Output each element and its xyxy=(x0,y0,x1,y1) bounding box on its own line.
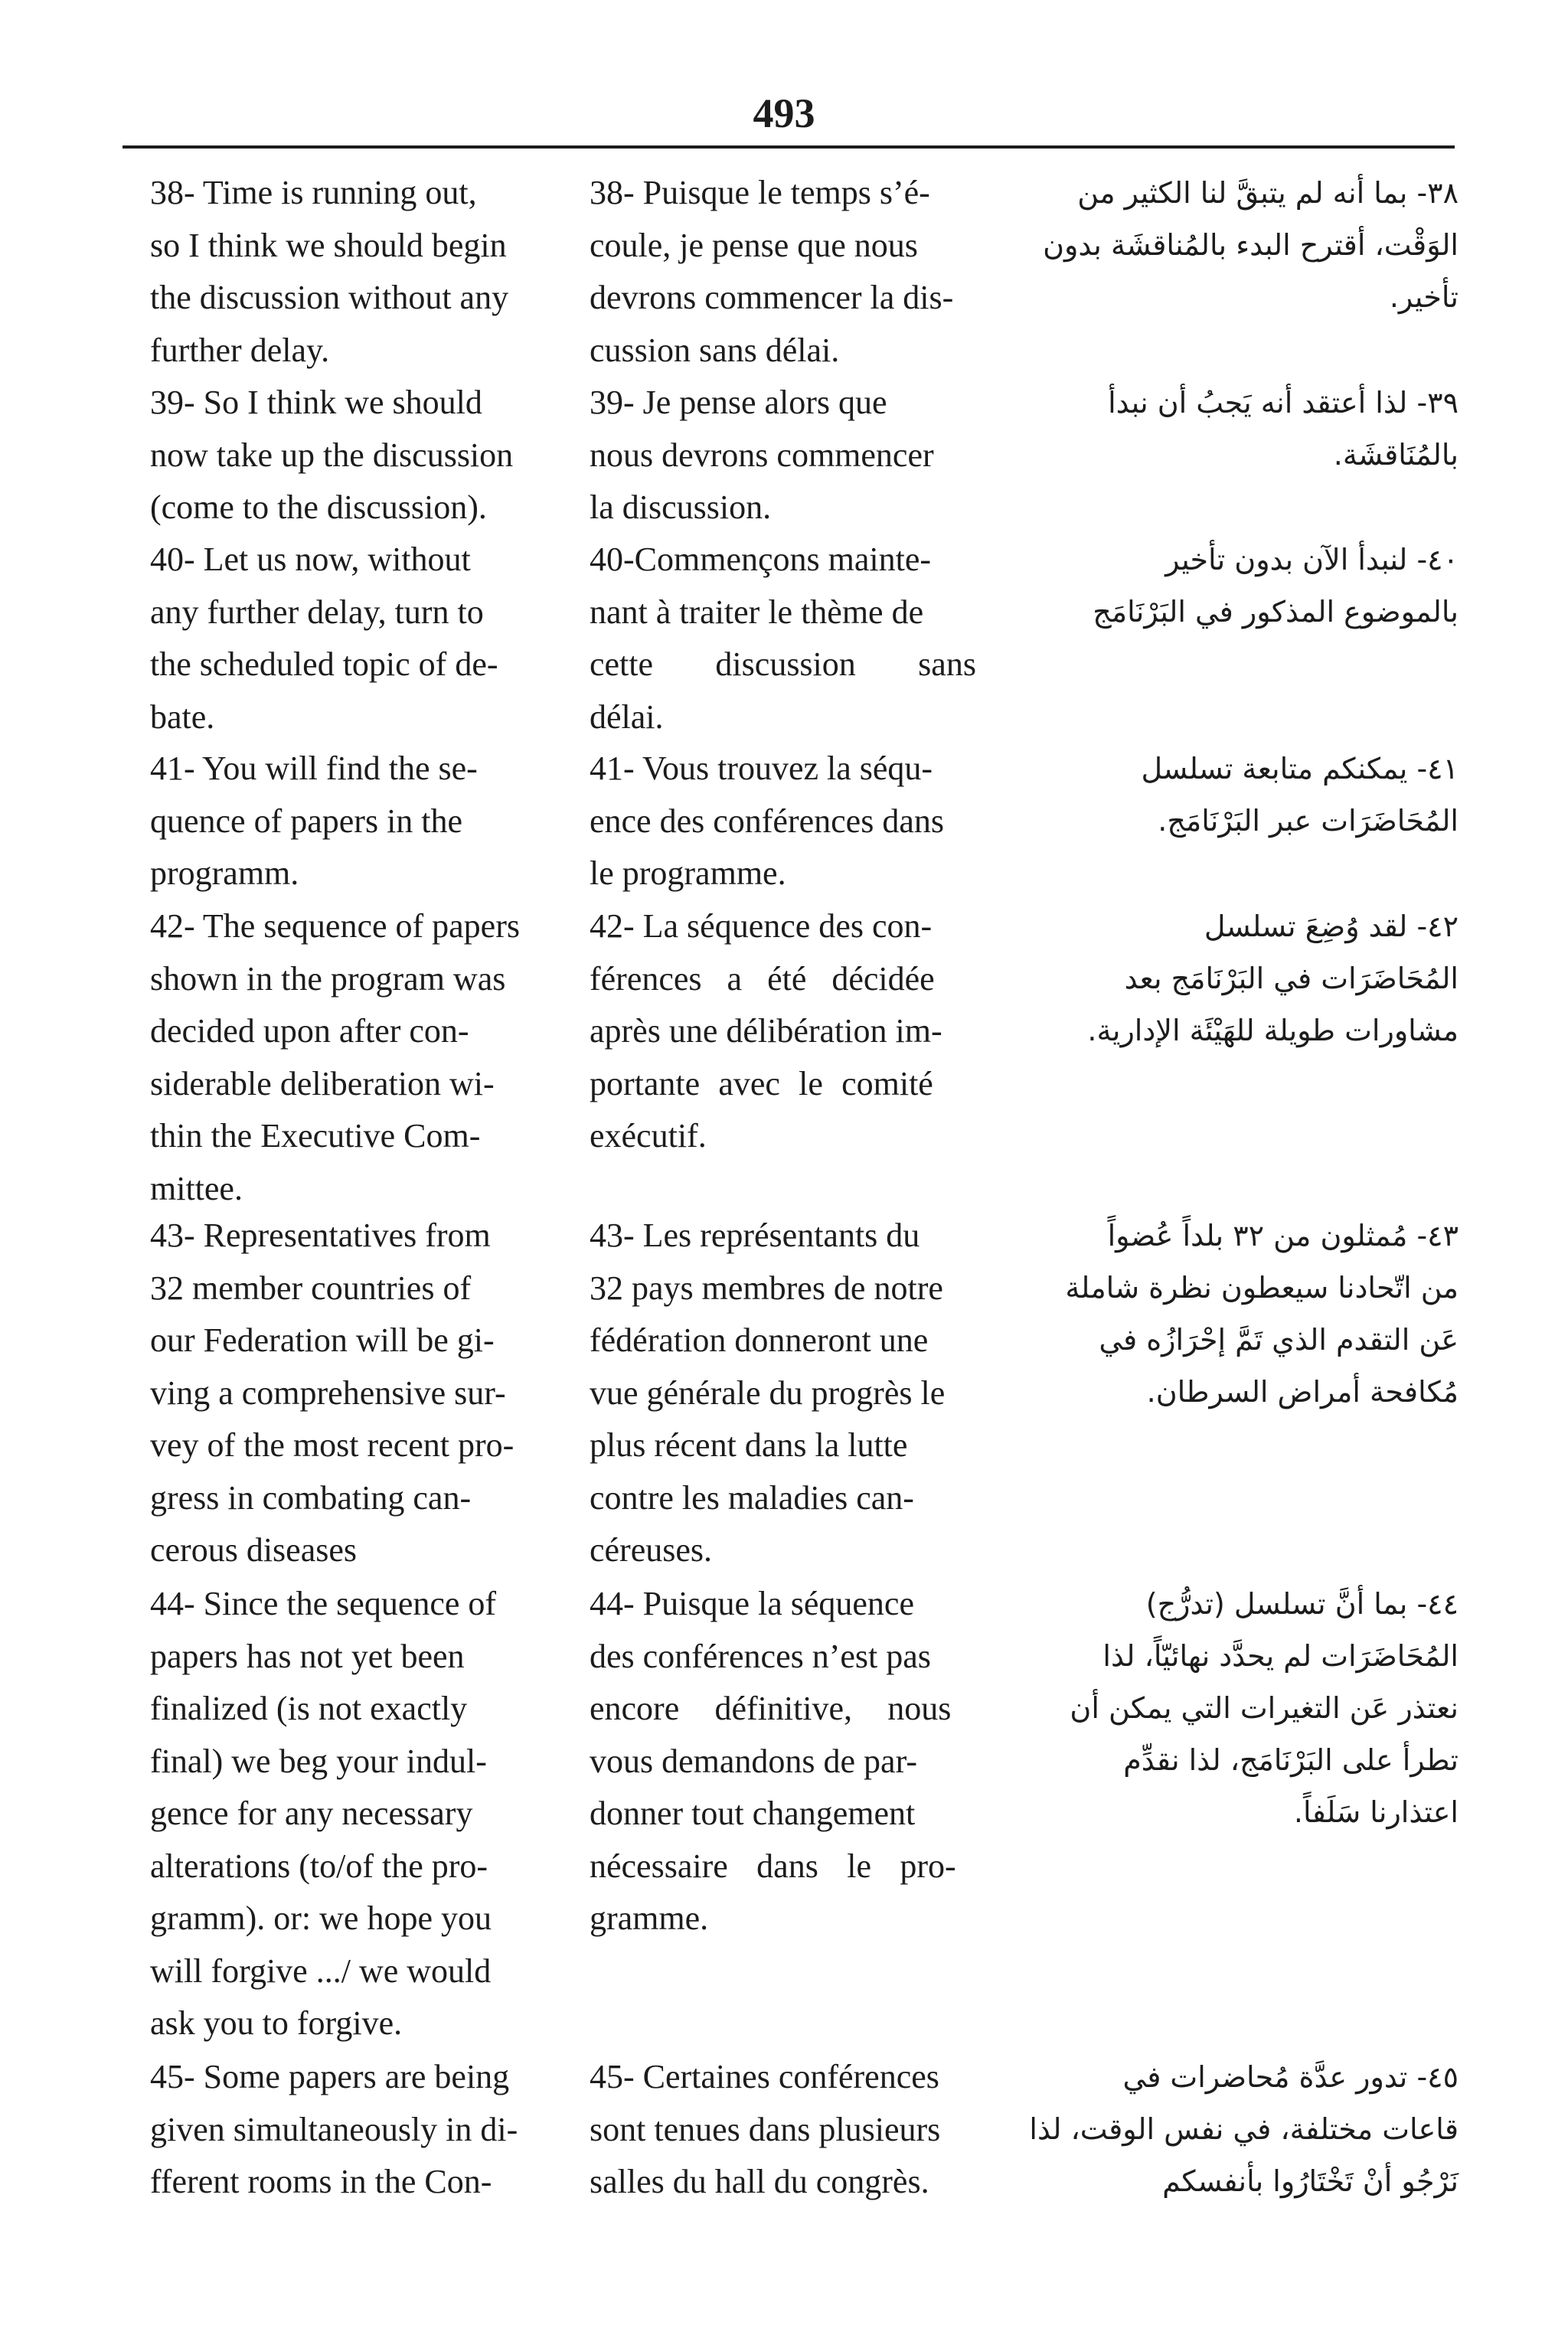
text-line: cette discussion sans xyxy=(590,645,976,683)
text-line: 45- Some papers are being xyxy=(150,2058,510,2095)
english-text xyxy=(150,900,567,1215)
text-line: 41- Vous trouvez la séqu- xyxy=(590,750,933,787)
arabic-text xyxy=(1030,2051,1459,2207)
arabic-text xyxy=(1030,534,1459,638)
text-line: thin the Executive Com- xyxy=(150,1117,481,1155)
english-text xyxy=(150,1210,567,1577)
text-line: nécessaire dans le pro- xyxy=(590,1847,956,1885)
arabic-text xyxy=(1030,1210,1459,1418)
text-line: 43- Representatives from xyxy=(150,1217,491,1254)
english-text xyxy=(150,534,567,743)
arabic-text xyxy=(1030,900,1459,1057)
text-line: نعتذر عَن التغيرات التي يمكن أن xyxy=(1070,1691,1459,1725)
text-line: sont tenues dans plusieurs xyxy=(590,2110,941,2148)
french-text xyxy=(590,2051,1007,2209)
text-line: ence des conférences dans xyxy=(590,802,944,840)
page-number: 493 xyxy=(753,90,815,136)
text-line: gramm). or: we hope you xyxy=(150,1899,492,1937)
text-line: programm. xyxy=(150,854,299,892)
text-line: nant à traiter le thème de xyxy=(590,593,924,631)
text-line: 39- Je pense alors que xyxy=(590,384,887,421)
text-line: المُحَاضَرَات في البَرْنَامَج بعد xyxy=(1124,962,1459,995)
text-line: fferent rooms in the Con- xyxy=(150,2163,492,2200)
text-line: ٣٨- بما أنه لم يتبقَّ لنا الكثير من xyxy=(1077,176,1459,210)
text-line: vue générale du progrès le xyxy=(590,1373,946,1412)
header-rule xyxy=(122,145,1455,149)
text-line: délai. xyxy=(590,697,664,736)
text-line: salles du hall du congrès. xyxy=(590,2163,929,2200)
text-line: ٤٢- لقد وُضِعَ تسلسل xyxy=(1204,910,1459,943)
text-line: المُحَاضَرَات عبر البَرْنَامَج. xyxy=(1158,804,1459,838)
english-text xyxy=(150,2051,567,2209)
text-line: تطرأ على البَرْنَامَج، لذا نقدِّم xyxy=(1123,1743,1459,1777)
text-line: 39- So I think we should xyxy=(150,384,482,421)
text-line: ving a comprehensive sur- xyxy=(150,1373,506,1412)
text-line: ٤٥- تدور عدَّة مُحاضرات في xyxy=(1122,2060,1459,2094)
french-text xyxy=(590,534,1007,743)
text-line: final) we beg your indul- xyxy=(150,1742,487,1780)
text-line: اعتذارنا سَلَفاً. xyxy=(1293,1795,1459,1829)
text-line: عَن التقدم الذي تَمَّ إحْرَازُه في xyxy=(1099,1323,1459,1357)
text-line: vey of the most recent pro- xyxy=(150,1426,514,1464)
text-line: our Federation will be gi- xyxy=(150,1321,495,1359)
text-line: des conférences n’est pas xyxy=(590,1637,931,1675)
text-line: 40- Let us now, without xyxy=(150,541,471,578)
text-line: encore définitive, nous xyxy=(590,1690,952,1727)
text-line: ٤١- يمكنكم متابعة تسلسل xyxy=(1141,752,1459,785)
text-line: céreuses. xyxy=(590,1531,713,1569)
text-line: 38- Puisque le temps s’é- xyxy=(590,174,930,211)
text-line: portante avec le comité xyxy=(590,1064,933,1102)
text-line: مُكافحة أمراض السرطان. xyxy=(1146,1375,1459,1409)
text-line: 32 pays membres de notre xyxy=(590,1269,943,1307)
english-text xyxy=(150,377,567,534)
text-line: بالمُنَاقشَة. xyxy=(1333,438,1459,472)
text-line: now take up the discussion xyxy=(150,436,514,474)
text-line: decided upon after con- xyxy=(150,1012,469,1050)
text-line: quence of papers in the xyxy=(150,802,463,840)
text-line: mittee. xyxy=(150,1169,243,1207)
text-line: 44- Since the sequence of xyxy=(150,1585,497,1622)
text-line: ٤٠- لنبدأ الآن بدون تأخير xyxy=(1165,543,1459,576)
arabic-text xyxy=(1030,167,1459,323)
text-line: cerous diseases xyxy=(150,1531,358,1569)
arabic-text xyxy=(1030,1578,1459,1838)
text-line: gress in combating can- xyxy=(150,1478,472,1517)
text-line: contre les maladies can- xyxy=(590,1478,914,1517)
text-line: so I think we should begin xyxy=(150,226,507,264)
french-text xyxy=(590,743,1007,900)
text-line: gramme. xyxy=(590,1899,709,1937)
text-line: papers has not yet been xyxy=(150,1637,465,1675)
arabic-text xyxy=(1030,743,1459,847)
english-text xyxy=(150,167,567,377)
text-line: fédération donneront une xyxy=(590,1321,929,1359)
text-line: donner tout changement xyxy=(590,1795,916,1832)
text-line: مشاورات طويلة للهَيْئَة الإدارية. xyxy=(1087,1014,1459,1047)
text-line: après une délibération im- xyxy=(590,1012,942,1050)
french-text xyxy=(590,1578,1007,1945)
text-line: تأخير. xyxy=(1389,280,1459,314)
text-line: siderable deliberation wi- xyxy=(150,1064,495,1102)
text-line: 41- You will find the se- xyxy=(150,750,478,787)
text-line: further delay. xyxy=(150,331,330,369)
text-line: devrons commencer la dis- xyxy=(590,279,954,316)
text-line: 32 member countries of xyxy=(150,1269,472,1307)
text-line: الوَقْت، أقترح البدء بالمُناقشَة بدون xyxy=(1043,228,1459,262)
text-line: plus récent dans la lutte xyxy=(590,1426,908,1464)
french-text xyxy=(590,377,1007,534)
french-text xyxy=(590,167,1007,377)
text-line: will forgive .../ we would xyxy=(150,1951,492,1990)
text-line: bate. xyxy=(150,697,215,736)
text-line: gence for any necessary xyxy=(150,1795,473,1832)
text-line: nous devrons commencer xyxy=(590,436,934,474)
text-line: 42- The sequence of papers xyxy=(150,907,520,945)
arabic-text xyxy=(1030,377,1459,481)
french-text xyxy=(590,900,1007,1163)
text-line: the discussion without any xyxy=(150,279,509,316)
text-line: ask you to forgive. xyxy=(150,2004,403,2042)
text-line: shown in the program was xyxy=(150,959,506,998)
text-line: exécutif. xyxy=(590,1117,707,1155)
text-line: 40-Commençons mainte- xyxy=(590,541,932,578)
text-line: من اتّحادنا سيعطون نظرة شاملة xyxy=(1065,1271,1459,1305)
text-line: any further delay, turn to xyxy=(150,593,484,631)
text-line: 42- La séquence des con- xyxy=(590,907,933,945)
text-line: férences a été décidée xyxy=(590,959,935,998)
text-line: finalized (is not exactly xyxy=(150,1690,468,1727)
text-line: (come to the discussion). xyxy=(150,488,487,526)
text-line: 44- Puisque la séquence xyxy=(590,1585,914,1622)
english-text xyxy=(150,743,567,900)
text-line: قاعات مختلفة، في نفس الوقت، لذا xyxy=(1029,2112,1459,2146)
text-line: 43- Les représentants du xyxy=(590,1217,920,1254)
text-line: نَرْجُو أنْ تَخْتَارُوا بأنفسكم xyxy=(1162,2164,1459,2198)
text-line: coule, je pense que nous xyxy=(590,226,918,264)
text-line: بالموضوع المذكور في البَرْنَامَج xyxy=(1093,595,1459,629)
text-line: cussion sans délai. xyxy=(590,331,840,369)
text-line: the scheduled topic of de- xyxy=(150,645,498,683)
text-line: vous demandons de par- xyxy=(590,1742,918,1780)
text-line: la discussion. xyxy=(590,488,772,526)
text-line: ٤٣- مُمثلون من ٣٢ بلداً عُضواً xyxy=(1107,1219,1459,1253)
text-line: المُحَاضَرَات لم يحدَّد نهائيّاً، لذا xyxy=(1102,1639,1459,1673)
text-line: 45- Certaines conférences xyxy=(590,2058,939,2095)
text-line: ٤٤- بما أنَّ تسلسل (تدرُّج) xyxy=(1145,1587,1459,1621)
text-line: given simultaneously in di- xyxy=(150,2110,518,2148)
text-line: alterations (to/of the pro- xyxy=(150,1847,488,1885)
french-text xyxy=(590,1210,1007,1577)
text-line: ٣٩- لذا أعتقد أنه يَجبُ أن نبدأ xyxy=(1108,386,1459,420)
english-text xyxy=(150,1578,567,2050)
text-line: le programme. xyxy=(590,854,786,892)
text-line: 38- Time is running out, xyxy=(150,174,477,211)
